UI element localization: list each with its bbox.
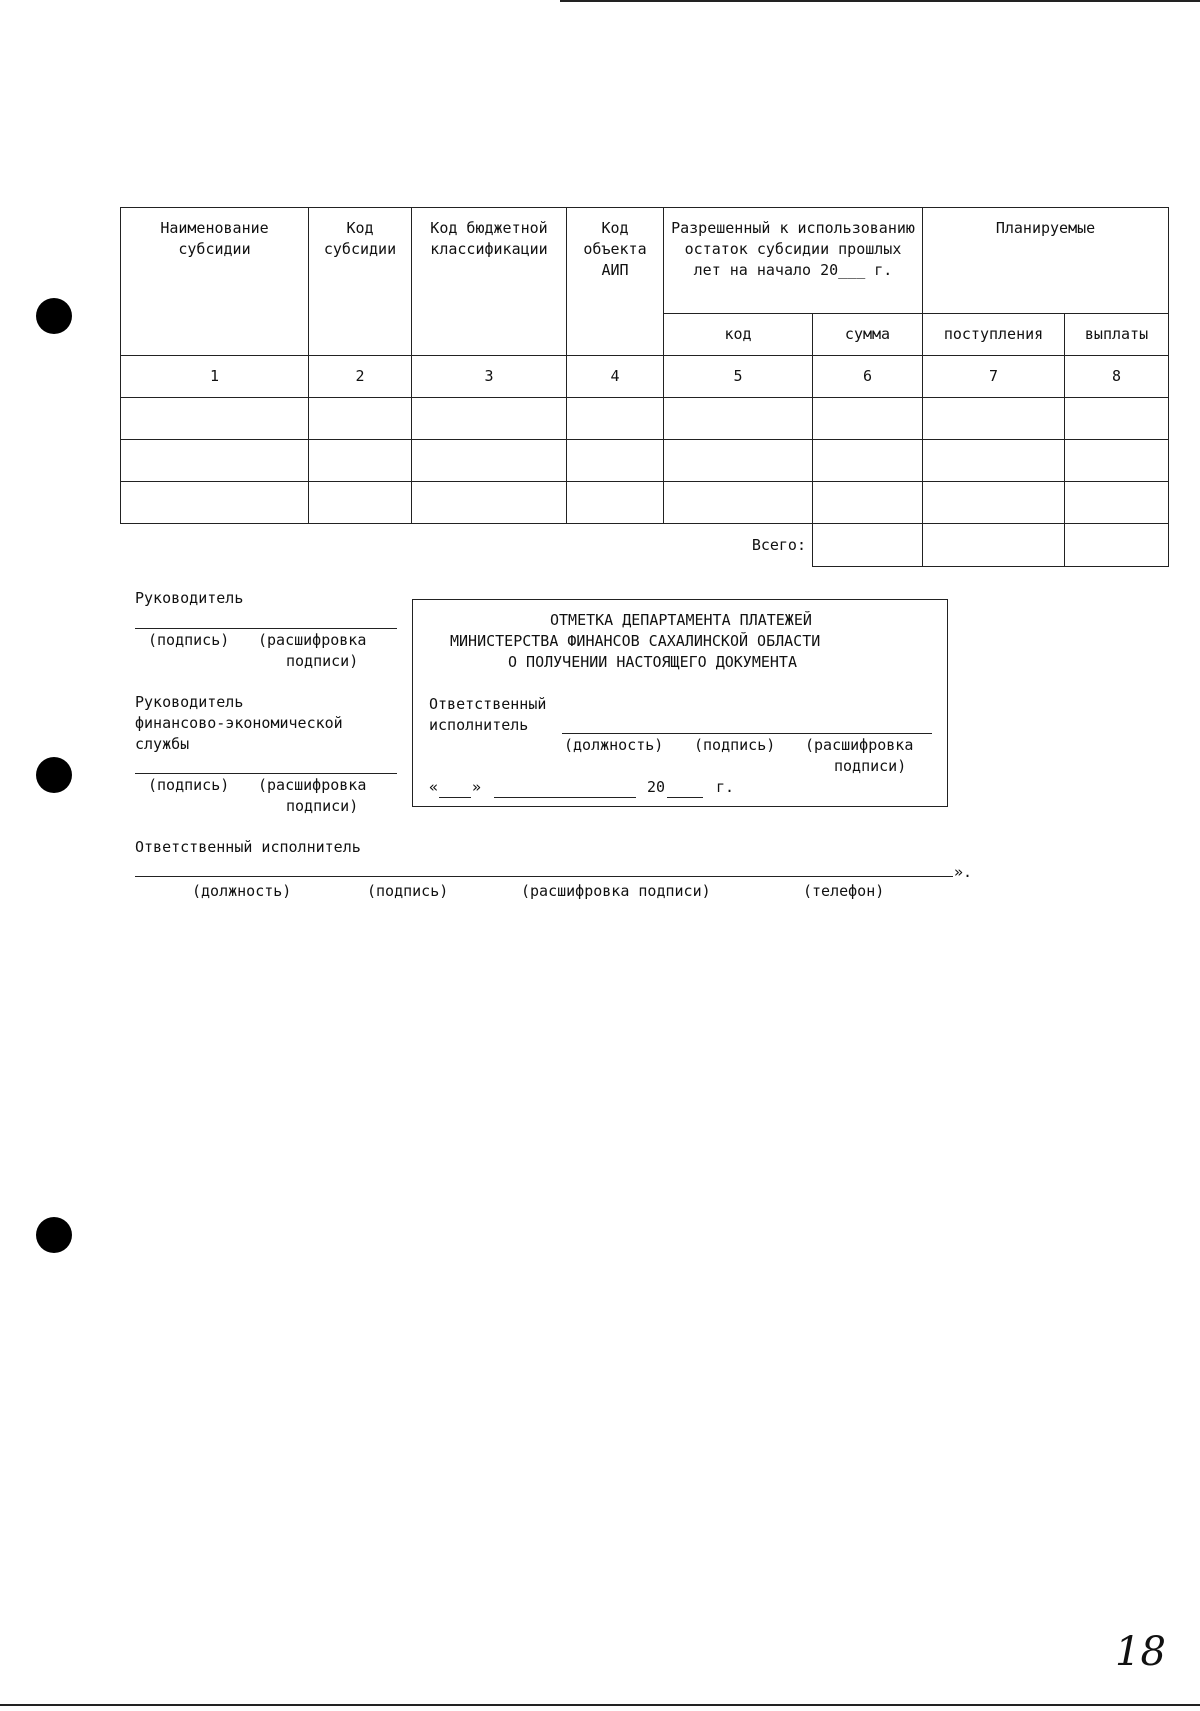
fin-label-3: службы — [135, 735, 190, 753]
exec-label: Ответственный исполнитель — [135, 838, 361, 856]
fin-signature-line — [135, 773, 397, 774]
stamp-decode-caption: (расшифровка — [805, 736, 914, 754]
column-number: 7 — [923, 356, 1065, 398]
head-signature-line — [135, 628, 397, 629]
table-cell — [923, 398, 1065, 440]
table-row — [121, 398, 1169, 440]
stamp-date-year-line — [667, 797, 703, 798]
total-income-cell — [923, 524, 1065, 567]
head-label: Руководитель — [135, 589, 244, 607]
table-cell — [121, 482, 309, 524]
table-cell — [567, 398, 664, 440]
handwritten-page-number: 18 — [1115, 1629, 1166, 1675]
header-income: поступления — [923, 314, 1065, 356]
fin-label-1: Руководитель — [135, 693, 244, 711]
table-row — [121, 440, 1169, 482]
stamp-position-caption: (должность) — [564, 736, 664, 754]
table-cell — [813, 482, 923, 524]
column-number: 3 — [412, 356, 567, 398]
column-number: 1 — [121, 356, 309, 398]
column-number: 5 — [664, 356, 813, 398]
stamp-resp-1: Ответственный — [429, 695, 547, 713]
table-cell — [1065, 482, 1169, 524]
stamp-date-day-line — [439, 797, 471, 798]
stamp-date-suffix: г. — [716, 778, 735, 796]
head-decode-caption: (расшифровка — [258, 631, 367, 649]
stamp-title-3: О ПОЛУЧЕНИИ НАСТОЯЩЕГО ДОКУМЕНТА — [508, 653, 797, 671]
header-payments: выплаты — [1065, 314, 1169, 356]
stamp-title-1: ОТМЕТКА ДЕПАРТАМЕНТА ПЛАТЕЖЕЙ — [550, 611, 812, 629]
exec-end-quote: ». — [954, 863, 973, 881]
table-cell — [923, 482, 1065, 524]
table-cell — [412, 482, 567, 524]
head-sign-caption: (подпись) — [148, 631, 230, 649]
stamp-title-2: МИНИСТЕРСТВА ФИНАНСОВ САХАЛИНСКОЙ ОБЛАСТИ — [450, 632, 821, 650]
punch-hole — [36, 298, 72, 334]
header-budget-code: Код бюджетной классификации — [412, 208, 567, 356]
table-cell — [664, 398, 813, 440]
stamp-date-close: » — [472, 778, 482, 796]
total-row — [121, 524, 1169, 567]
column-number: 2 — [309, 356, 412, 398]
exec-phone-caption: (телефон) — [803, 882, 885, 900]
stamp-sign-caption: (подпись) — [694, 736, 776, 754]
fin-decode-caption: (расшифровка — [258, 776, 367, 794]
subsidy-table — [120, 207, 1169, 567]
column-number: 6 — [813, 356, 923, 398]
header-sum: сумма — [813, 314, 923, 356]
column-number: 8 — [1065, 356, 1169, 398]
header-planned: Планируемые — [923, 208, 1169, 314]
header-code: код — [664, 314, 813, 356]
stamp-resp-2: исполнитель — [429, 716, 529, 734]
stamp-date-month-line — [494, 797, 636, 798]
header-subsidy-name: Наименование субсидии — [121, 208, 309, 356]
fin-sign-caption: (подпись) — [148, 776, 230, 794]
table-cell — [309, 398, 412, 440]
punch-hole — [36, 1217, 72, 1253]
total-sum-cell — [813, 524, 923, 567]
header-aip-code: Код объекта АИП — [567, 208, 664, 356]
table-cell — [923, 440, 1065, 482]
table-cell — [813, 398, 923, 440]
fin-label-2: финансово-экономической — [135, 714, 343, 732]
scan-edge-top — [560, 0, 1200, 2]
exec-sign-caption: (подпись) — [367, 882, 449, 900]
scan-edge-bottom — [0, 1704, 1200, 1706]
table-cell — [1065, 440, 1169, 482]
table-cell — [1065, 398, 1169, 440]
stamp-decode-caption-2: подписи) — [834, 757, 907, 775]
table-cell — [664, 440, 813, 482]
table-cell — [664, 482, 813, 524]
table-cell — [121, 398, 309, 440]
table-cell — [309, 440, 412, 482]
header-remainder: Разрешенный к использованию остаток субсидии прошлых лет на начало 20___ г. — [664, 208, 923, 314]
total-payments-cell — [1065, 524, 1169, 567]
fin-decode-caption-2: подписи) — [286, 797, 359, 815]
header-subsidy-code: Код субсидии — [309, 208, 412, 356]
stamp-date-open: « — [429, 778, 439, 796]
punch-hole — [36, 757, 72, 793]
table-cell — [121, 440, 309, 482]
exec-position-caption: (должность) — [192, 882, 292, 900]
table-cell — [412, 398, 567, 440]
table-cell — [309, 482, 412, 524]
table-cell — [813, 440, 923, 482]
stamp-signature-line — [562, 733, 932, 734]
table-row — [121, 482, 1169, 524]
column-number: 4 — [567, 356, 664, 398]
stamp-date-year: 20 — [647, 778, 666, 796]
table-cell — [567, 440, 664, 482]
table-cell — [412, 440, 567, 482]
exec-signature-line — [135, 876, 953, 877]
total-label: Всего: — [664, 524, 813, 567]
exec-decode-caption: (расшифровка подписи) — [521, 882, 711, 900]
head-decode-caption-2: подписи) — [286, 652, 359, 670]
table-cell — [567, 482, 664, 524]
